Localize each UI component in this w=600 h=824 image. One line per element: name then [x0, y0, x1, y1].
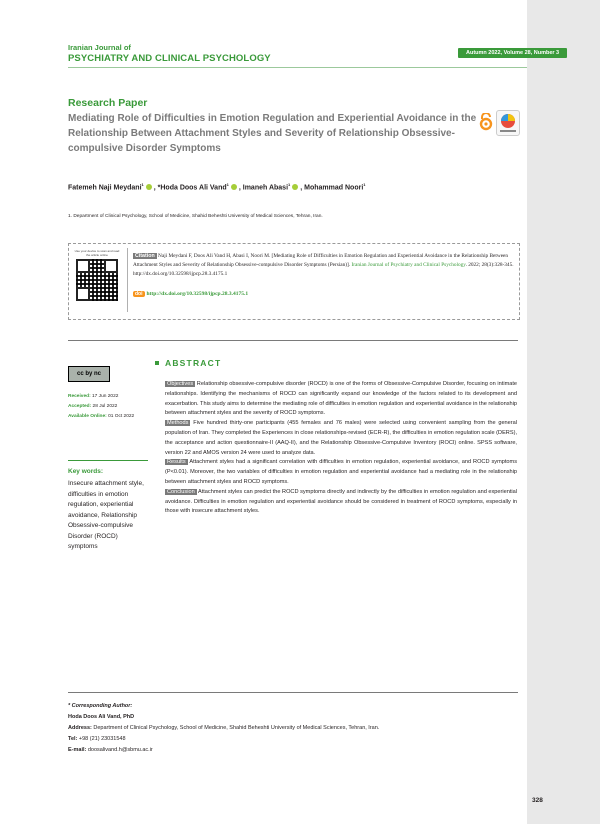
results-label: Results	[167, 459, 186, 466]
page-number: 328	[532, 797, 543, 804]
orcid-icon[interactable]	[231, 184, 237, 190]
accepted-date: 28 Jul 2022	[92, 404, 118, 409]
qr-code[interactable]	[76, 259, 118, 301]
right-margin-bar	[527, 0, 600, 824]
author-name[interactable]: *Hoda Doos Ali Vand	[157, 184, 227, 192]
objectives-text: Relationship obsessive-compulsive disorder (ROCD) is one of the forms of Obsessive-Compulsive Disorder, focusing on intimate relationships. Identifying the mechanisms of ROCD can significantly expand our knowledge of the factors related to its development and exacerbation. This study aims to determine the mediating role of difficulties in emotion regulation and experiential avoidance in the relationship between attachment styles and the severity of ROCD symptoms.	[165, 381, 517, 417]
author-name[interactable]: Imaneh Abasi	[242, 184, 289, 192]
affiliation: 1. Department of Clinical Psychology, School of Medicine, Shahid Beheshti University of Medical Sciences, Tehran, Iran.	[68, 214, 323, 219]
article-dates	[68, 392, 134, 422]
author-affil-sup: 1	[288, 182, 291, 187]
open-access-icon	[479, 113, 493, 131]
author-affil-sup: 1	[363, 182, 366, 187]
email-link[interactable]: doosalivand.h@sbmu.ac.ir	[86, 747, 153, 753]
author-affil-sup: 1	[141, 182, 144, 187]
citation-label: Citation	[135, 253, 155, 259]
journal-name: PSYCHIATRY AND CLINICAL PSYCHOLOGY	[68, 53, 271, 64]
doi-row	[133, 291, 248, 297]
footer-divider	[68, 692, 518, 693]
corresponding-author	[68, 701, 379, 756]
address-text: Department of Clinical Psychology, School of Medicine, Shahid Beheshti University of Medical Sciences, Tehran, Iran.	[91, 725, 380, 731]
section-divider	[68, 340, 518, 341]
received-date: 17 Jun 2022	[92, 394, 119, 399]
citation-divider	[127, 248, 128, 312]
qr-area	[74, 249, 120, 311]
journal-name-top: Iranian Journal of	[68, 43, 131, 52]
methods-label: Methods	[167, 420, 189, 427]
cc-license-badge[interactable]: cc by nc	[68, 366, 110, 382]
citation-tail: . 2022; 28(3):328-345. http://dx.doi.org/10.32598/ijpcp.28.3.4175.1	[133, 262, 514, 277]
orcid-icon[interactable]	[292, 184, 298, 190]
qr-label: Use your device to scan and read the article online	[74, 249, 120, 257]
abstract-bullet	[155, 361, 159, 365]
online-date: 01 Oct 2022	[108, 414, 135, 419]
issue-badge: Autumn 2022, Volume 28, Number 3	[458, 48, 567, 58]
doi-link[interactable]: http://dx.doi.org/10.32598/ijpcp.28.3.4175.1	[146, 291, 249, 297]
citation-body: Naji Meydani F, Doos Ali Vand H, Abasi I, Noori M. [Mediating Role of Difficulties in Emotion Regulation and Experiential Avoidance in the Relationship Between Attachment Styles and Severity of Relationship Obsessive-compulsive Disorder Symptoms (Persian)].	[133, 253, 509, 268]
author-name[interactable]: Mohammad Noori	[304, 184, 364, 192]
accepted-label: Accepted:	[68, 404, 92, 409]
email-label: E-mail:	[68, 747, 87, 753]
orcid-icon[interactable]	[146, 184, 152, 190]
corresponding-title: * Corresponding Author:	[68, 703, 133, 709]
crossmark-icon[interactable]	[496, 110, 520, 136]
author-list: Fatemeh Naji Meydani$^1$ , *Hoda Doos Ali Vand$^1$ , Imaneh Abasi$^1$ , Mohammad Noori$^1$	[68, 182, 366, 192]
citation-text	[133, 252, 518, 279]
keywords-body: Insecure attachment style, difficulties in emotion regulation, experiential avoidance, Relationship Obsessive-compulsive Disorder (ROCD) symptoms	[68, 480, 144, 550]
doi-icon: doi	[135, 291, 143, 297]
corresponding-name: Hoda Doos Ali Vand, PhD	[68, 714, 135, 720]
paper-type: Research Paper	[68, 97, 148, 109]
results-text: Attachment styles had a significant correlation with difficulties in emotion regulation, experiential avoidance, and ROCD symptoms (P<0.01). Moreover, the two variables of difficulties in emotion regulation and experiential avoidance had a mediating role in the relationship between attachment styles and ROCD symptoms.	[165, 459, 517, 485]
abstract-title: ABSTRACT	[165, 358, 222, 368]
tel-text: +98 (21) 23031548	[77, 736, 126, 742]
received-label: Received:	[68, 394, 91, 399]
header-divider	[68, 67, 527, 68]
paper-title: Mediating Role of Difficulties in Emotion Regulation and Experiential Avoidance in the Relationship Between Attachment Styles and Severity of Relationship Obsessive-compulsive Disorder Symptoms	[68, 113, 477, 154]
online-label: Available Online:	[68, 414, 107, 419]
address-label: Address:	[68, 725, 92, 731]
tel-label: Tel:	[68, 736, 78, 742]
citation-journal-link[interactable]: Iranian Journal of Psychiatry and Clinical Psychology	[351, 262, 466, 268]
conclusion-label: Conclusion	[167, 488, 195, 495]
methods-text: Five hundred thirty-one participants (455 females and 76 males) were selected using convenient sampling from the general population of Iran. They completed the Experiences in close relationships-revised (ECR-R), the difficulties in emotion regulation scale (DERS), the acceptance and action questionnaire-II (AAQ-II), and the Relationship Obsessive-Compulsive Inventory (ROCI) online. SPSS software, version 22 and AMOS version 24 were used to analyze data.	[165, 420, 517, 456]
abstract-body	[165, 380, 517, 517]
objectives-label: Objectives	[167, 381, 194, 387]
keyword-divider	[68, 460, 148, 461]
conclusion-text: Attachment styles can predict the ROCD symptoms directly and indirectly by the difficulties in emotion regulation and experiential avoidance. Difficulties in emotion regulation and experiential avoidance should be considered in treatment of ROCD symptoms, especially in those with insecure attachment styles.	[165, 488, 517, 515]
author-name[interactable]: Fatemeh Naji Meydani	[68, 184, 142, 192]
keywords-title: Key words:	[68, 468, 104, 475]
author-affil-sup: 1	[226, 182, 229, 187]
